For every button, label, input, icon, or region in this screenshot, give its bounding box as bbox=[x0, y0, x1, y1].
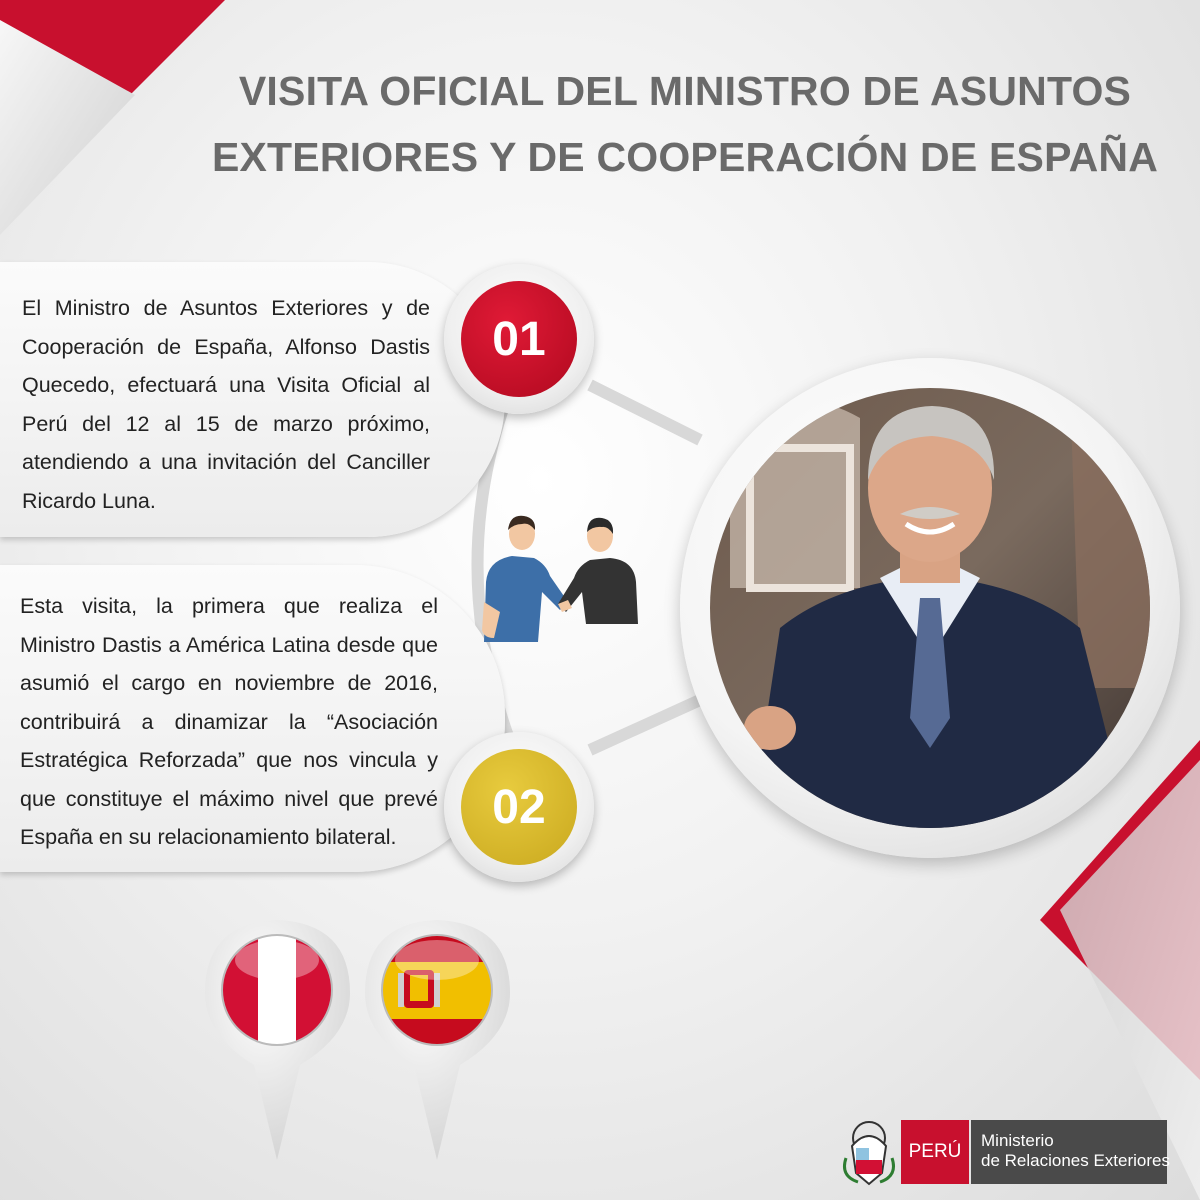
peru-coat-of-arms-icon bbox=[838, 1118, 900, 1188]
badge-02 bbox=[444, 732, 594, 882]
peru-label-box bbox=[901, 1120, 969, 1184]
peru-label: PERÚ bbox=[908, 1141, 962, 1162]
title-line-1: VISITA OFICIAL DEL MINISTRO DE ASUNTOS bbox=[238, 68, 1132, 114]
ministry-line-2: de Relaciones Exteriores bbox=[981, 1151, 1170, 1170]
badge-01-number: 01 bbox=[461, 281, 577, 397]
badge-01 bbox=[444, 264, 594, 414]
section-1-text: El Ministro de Asuntos Exteriores y de Cooperación de España, Alfonso Dastis Quecedo, efectuará una Visita Oficial al Perú del 12 al 15 de marzo próximo, atendiendo a una invitación del Canciller Ricardo Luna. bbox=[22, 296, 430, 513]
ministry-label-box bbox=[971, 1120, 1170, 1184]
minister-photo bbox=[710, 388, 1150, 828]
spain-flag-pin-icon bbox=[360, 915, 515, 1160]
ministry-logo bbox=[838, 1118, 1168, 1188]
section-2-text: Esta visita, la primera que realiza el Ministro Dastis a América Latina desde que asumió el cargo en noviembre de 2016, contribuirá a dinamizar la “Asociación Estratégica Reforzada” que nos vincula y que constituye el máximo nivel que prevé España en su relacionamiento bilateral. bbox=[20, 594, 438, 849]
title-line-2: EXTERIORES Y DE COOPERACIÓN DE ESPAÑA bbox=[211, 134, 1159, 180]
peru-flag-pin-icon bbox=[200, 915, 355, 1160]
handshake-icon bbox=[472, 512, 647, 642]
minister-photo-frame bbox=[680, 358, 1180, 858]
badge-02-number: 02 bbox=[461, 749, 577, 865]
ministry-line-1: Ministerio bbox=[981, 1131, 1054, 1150]
